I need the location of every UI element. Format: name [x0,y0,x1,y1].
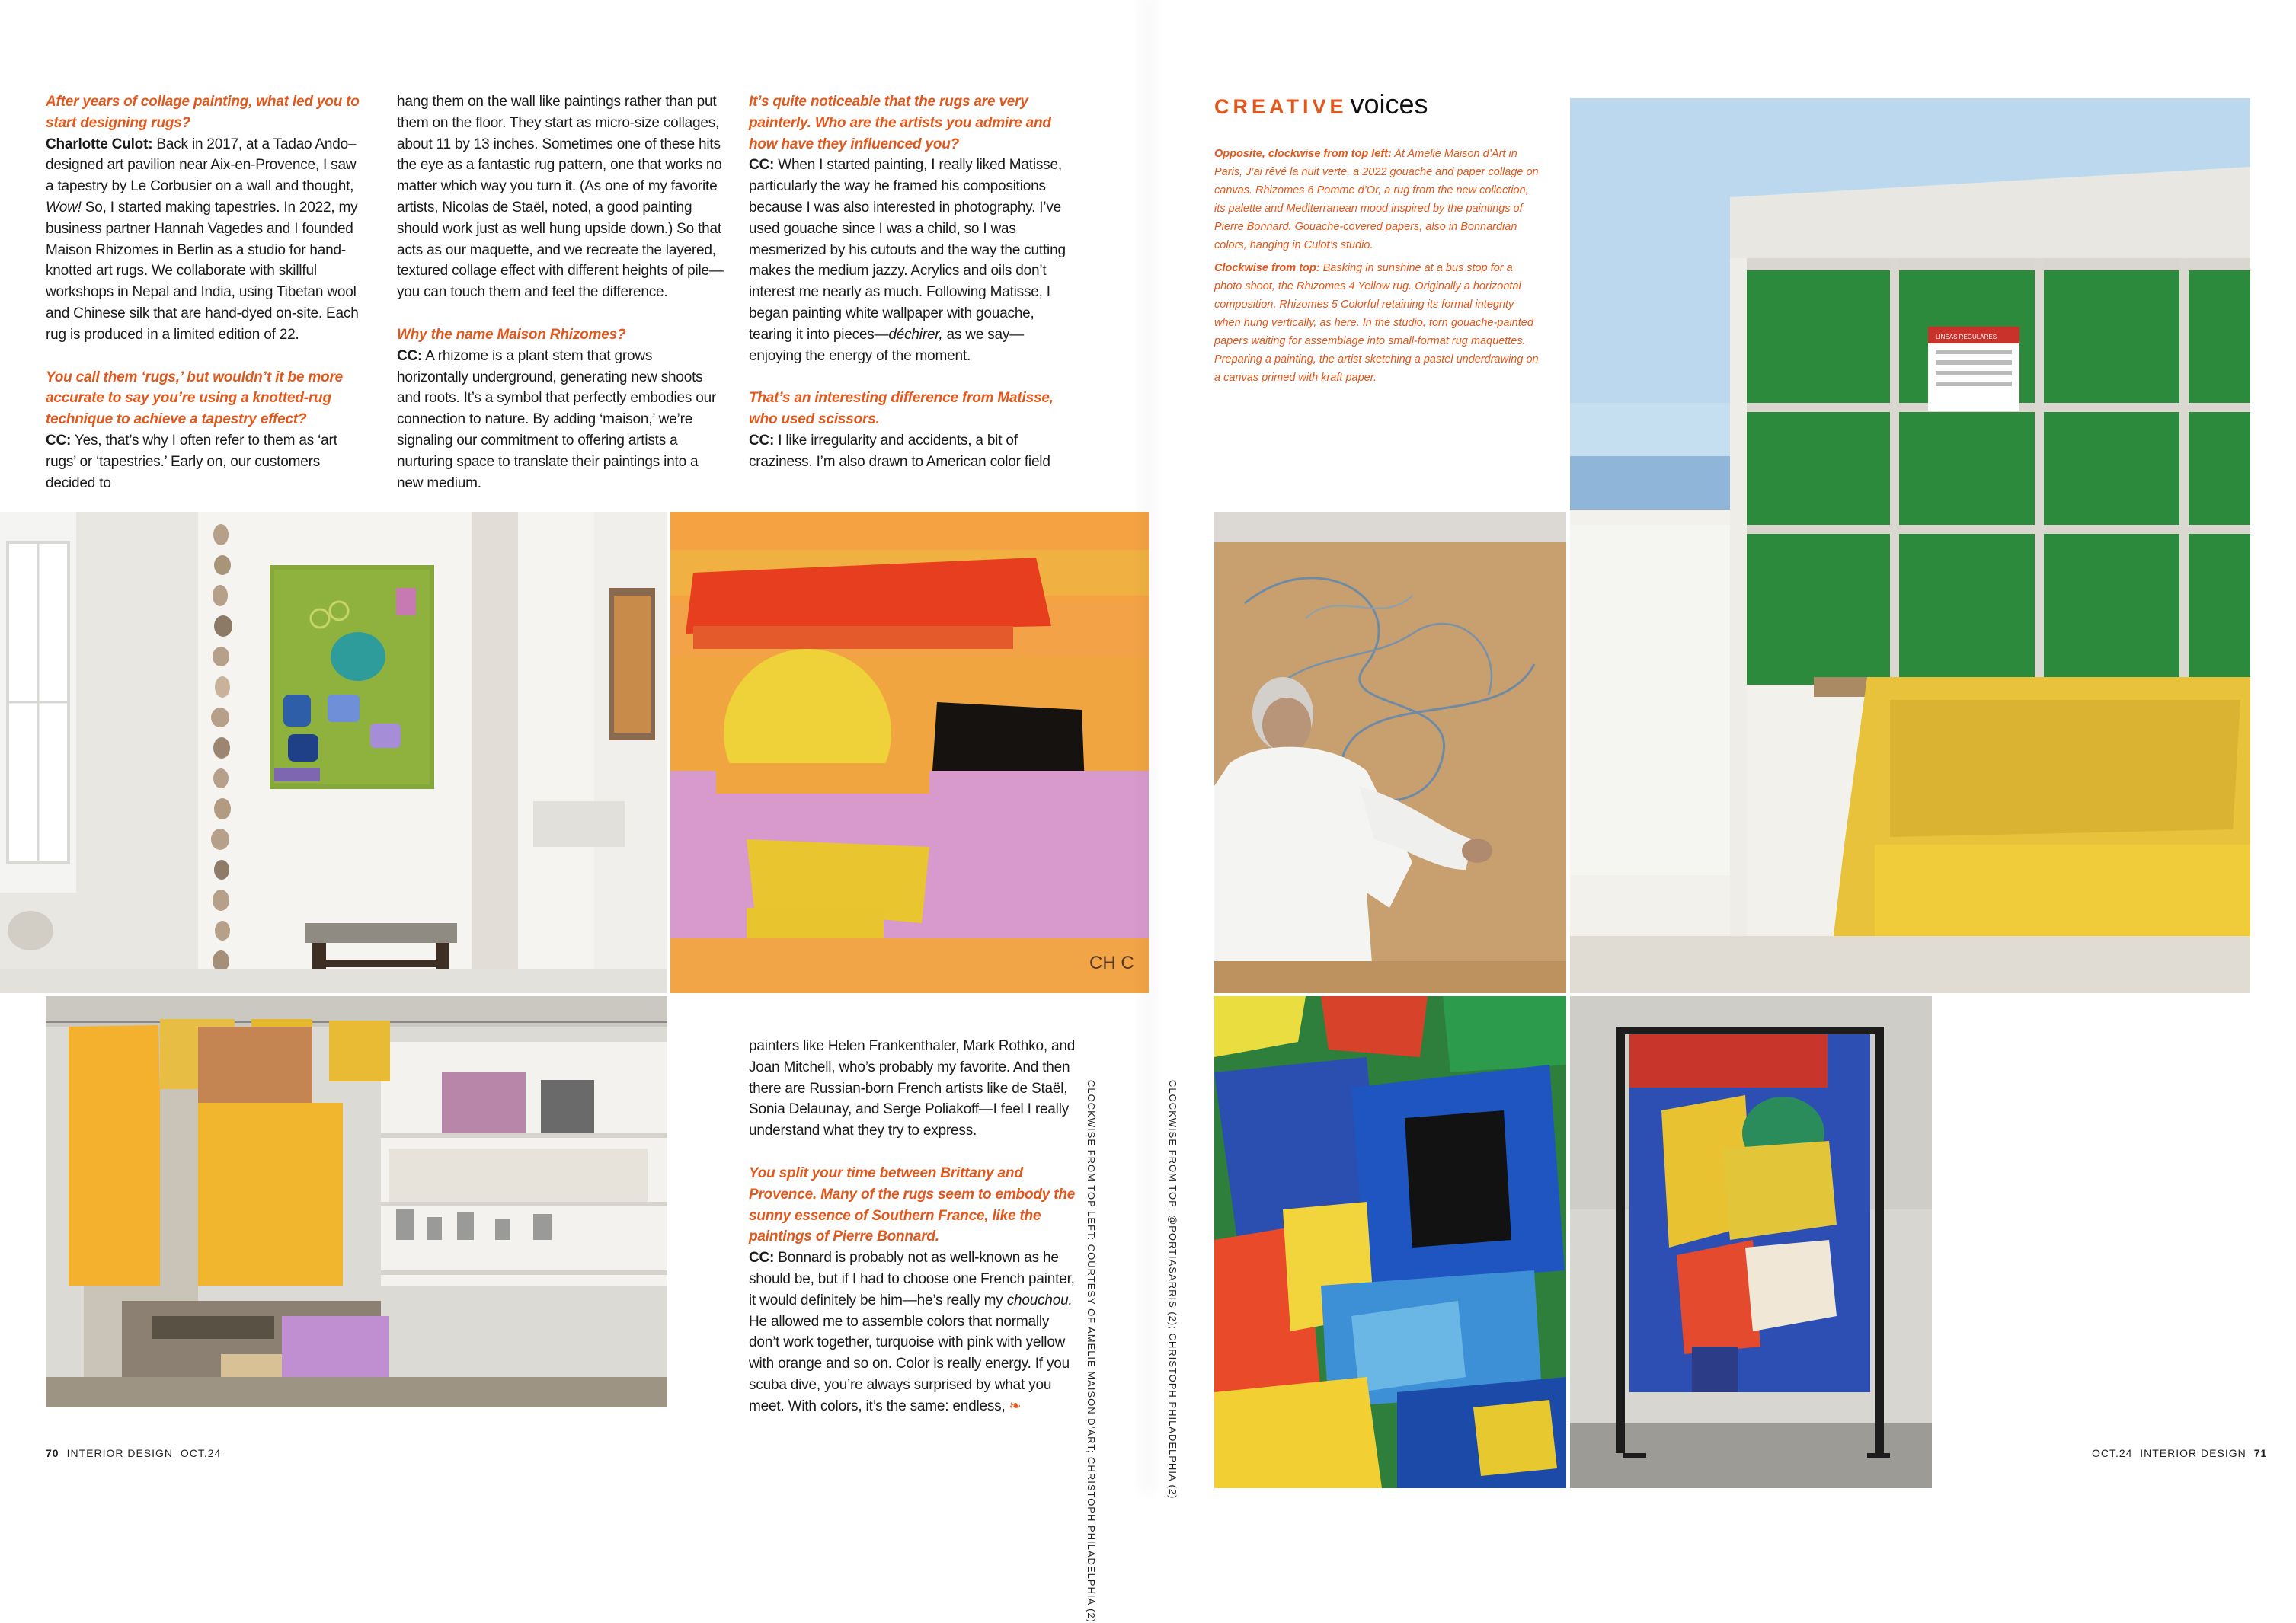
interview-answer [46,134,366,346]
publication-name-left: INTERIOR DESIGN [66,1447,174,1459]
bus-sign-label: LINEAS REGULARES [1936,334,1997,340]
interview-answer [397,346,724,494]
section-title-word-creative: CREATIVE [1214,95,1348,118]
article-column-3 [749,91,1073,473]
photo-credit-left: CLOCKWISE FROM TOP LEFT: COURTESY OF AMELIE MAISON D’ART; CHRISTOPH PHILADELPHIA (2) [1086,1080,1097,1623]
caption-body-2: Basking in sunshine at a bus stop for a photo shoot, the Rhizomes 4 Yellow rug. Originally a horizontal composition, Rhizomes 5 Colorful retaining its formal integrity when hung vertically, as here. In the studio, torn gouache-painted papers waiting for assemblage into small-format rug maquettes. Preparing a painting, the artist sketching a pastel underdrawing on a canvas primed with kraft paper. [1214,262,1539,384]
photo-bus-stop-rug [1570,98,2250,993]
answer-text: Back in 2017, at a Tadao Ando–designed art pavilion near Aix-en-Provence, I saw a tapestry by Le Corbusier on a wall and thought, [46,136,357,195]
interview-answer [749,155,1073,366]
answer-text: hang them on the wall like paintings rather than put them on the floor. They start as micro-size collages, about 11 by 13 inches. Sometimes one of these hits the eye as a fantastic rug pattern, one that works no matter which way you turn it. (As one of my favorite artists, Nicolas de Staël, noted, a good painting should work just as well hung upside down.) So that acts as our maquette, and we recreate the layered, textured collage effect with different heights of pile—you can touch them and feel the difference. [397,94,724,301]
paragraph-spacer [397,303,724,324]
interview-question: You split your time between Brittany and Provence. Many of the rugs seem to embody the sunny essence of Southern France, like the paintings of Pierre Bonnard. [749,1165,1076,1245]
folio-left [46,1447,221,1459]
interview-answer [749,1248,1076,1417]
answer-text: A rhizome is a plant stem that grows horizontally underground, generating new shoots and roots. It’s a symbol that perfectly embodies our connection to nature. By adding ‘maison,’ we’re signaling our commitment to offering artists a nurturing space to translate their paintings into a new medium. [397,347,717,491]
photo-rug-pomme-dor [670,512,1149,993]
speaker-label: CC: [397,347,423,364]
interview-question: That’s an interesting difference from Matisse, who used scissors. [749,390,1054,428]
answer-text: déchirer, [888,326,943,343]
caption-lead-1: Opposite, clockwise from top left: [1214,148,1392,160]
interview-question: Why the name Maison Rhizomes? [397,326,626,343]
speaker-label: CC: [46,432,72,449]
photo-studio-gouache-papers [46,996,667,1407]
speaker-label: CC: [749,157,775,174]
interview-answer [397,91,724,303]
answer-text: Wow! [46,199,82,216]
article-column-4 [749,1036,1076,1417]
speaker-label: CC: [749,1250,775,1267]
page-number-left: 70 [46,1447,59,1459]
photo-caption [1214,145,1542,391]
answer-text: Bonnard is probably not as well-known as he should be, but if I had to choose one French painter, it would definitely be him—he’s really my [749,1250,1075,1308]
interview-question: After years of collage painting, what led you to start designing rugs? [46,94,360,131]
photo-artist-sketching [1214,512,1566,993]
end-mark-icon: ❧ [1009,1398,1022,1414]
answer-text: I like irregularity and accidents, a bit of craziness. I’m also drawn to American color field [749,432,1050,470]
speaker-label: CC: [749,432,775,449]
interview-question: You call them ‘rugs,’ but wouldn’t it be more accurate to say you’re using a knotted-rug technique to achieve a tapestry effect? [46,369,344,428]
interview-answer [46,430,366,494]
answer-text: painters like Helen Frankenthaler, Mark Rothko, and Joan Mitchell, who’s probably my favorite. And then there are Russian-born French artists like de Staël, Sonia Delaunay, and Serge Poliakoff—I feel I really understand what they try to express. [749,1038,1076,1139]
article-column-2 [397,91,724,494]
rug-signature: CH C [1089,953,1134,973]
page-number-right: 71 [2253,1447,2268,1459]
photo-gallery-interior [0,512,667,993]
interview-answer [749,1036,1076,1142]
answer-text: He allowed me to assemble colors that normally don’t work together, turquoise with pink with yellow with orange and so on. Color is really energy. If you scuba dive, you’re always surprised by what you meet. With colors, it’s the same: endless, [749,1313,1070,1414]
answer-text: Yes, that’s why I often refer to them as ‘art rugs’ or ‘tapestries.’ Early on, our customers decided to [46,432,337,491]
caption-paragraph-1 [1214,145,1542,254]
folio-right [2092,1447,2267,1459]
caption-body-1: At Amelie Maison d’Art in Paris, J’ai rêvé la nuit verte, a 2022 gouache and paper collage on canvas. Rhizomes 6 Pomme d’Or, a rug from the new collection, its palette and Mediterranean mood inspired by the paintings of Pierre Bonnard. Gouache-covered papers, also in Bonnardian colors, hanging in Culot’s studio. [1214,148,1539,251]
answer-text: So, I started making tapestries. In 2022, my business partner Hannah Vagedes and I founded Maison Rhizomes in Berlin as a studio for hand-knotted art rugs. We collaborate with skillful workshops in Nepal and India, using Tibetan wool and Chinese silk that are hand-dyed on-site. Each rug is produced in a limited edition of 22. [46,199,359,343]
answer-text: chouchou. [1006,1292,1073,1308]
photo-credit-right: CLOCKWISE FROM TOP: @PORTIASARRIS (2); CHRISTOPH PHILADELPHIA (2) [1167,1080,1178,1500]
answer-text: as we say—enjoying the energy of the moment. [749,326,1025,364]
paragraph-spacer [749,366,1073,388]
photo-rug-rhizomes-5-colorful [1570,996,1932,1488]
interview-answer [749,430,1073,473]
caption-lead-2: Clockwise from top: [1214,262,1320,274]
answer-text: When I started painting, I really liked Matisse, particularly the way he framed his compositions because I was also interested in photography. I’ve used gouache since I was a child, so I was mesmerized by his cutouts and the way the cutting makes the medium jazzy. Acrylics and oils don’t interest me nearly as much. Following Matisse, I began painting white wallpaper with gouache, tearing it into pieces— [749,157,1066,343]
publication-name-right: INTERIOR DESIGN [2140,1447,2246,1459]
speaker-label: Charlotte Culot: [46,136,153,152]
article-column-1 [46,91,366,494]
photo-torn-gouache-papers [1214,996,1566,1488]
caption-paragraph-2 [1214,259,1542,387]
section-title [1214,88,1428,120]
section-title-word-voices: voices [1350,88,1428,120]
paragraph-spacer [749,1142,1076,1163]
paragraph-spacer [46,346,366,367]
interview-question: It’s quite noticeable that the rugs are very painterly. Who are the artists you admire and how have they influenced you? [749,94,1051,152]
issue-date-left: OCT.24 [180,1447,222,1459]
issue-date-right: OCT.24 [2092,1447,2133,1459]
